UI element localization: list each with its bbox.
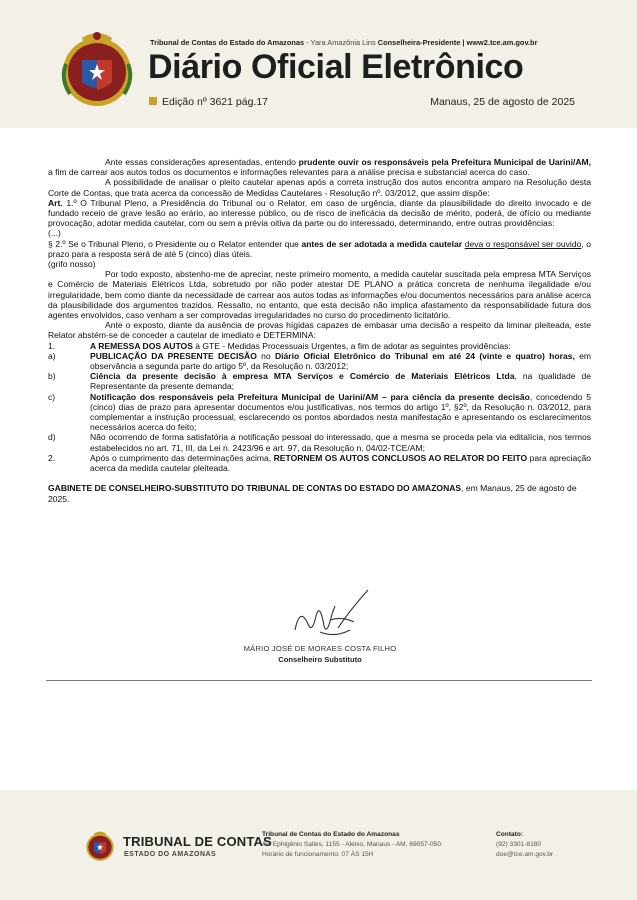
text: , na qualidade de Representante da presente demanda; — [90, 371, 591, 392]
closing-paragraph — [48, 483, 591, 503]
signature-block — [225, 586, 415, 666]
text-bold: Ciência da presente decisão à empresa MTA Serviços e Comércio de Materiais Elétricos Ltda — [90, 371, 515, 382]
text-bold: RETORNEM OS AUTOS CONCLUSOS AO RELATOR DO FEITO — [273, 452, 528, 463]
document-body — [48, 157, 591, 504]
text-bold: Notificação dos responsáveis pela Prefeitura Municipal de Uarini/AM – para ciência da presente decisão — [90, 391, 530, 402]
office-hours: Horário de funcionamento: 07 ÀS 15H — [262, 851, 374, 858]
footer-brand-line2: ESTADO DO AMAZONAS — [124, 851, 217, 858]
text: à GTE - Medidas Processuais Urgentes, a fim de adotar as seguintes providências: — [192, 340, 511, 351]
tce-am-crest-icon — [52, 24, 142, 114]
text: em observância a segunda parte do artigo 5º, da Resolução n. 03/2012; — [90, 350, 591, 372]
handwritten-signature-icon — [280, 586, 380, 644]
list-text — [90, 371, 591, 391]
list-item — [48, 371, 591, 391]
footer-contact — [496, 830, 553, 860]
footer-address — [262, 830, 443, 860]
paragraph: Ante o exposto, diante da ausência de provas hígidas capazes de embasar uma decisão a respeito da liminar pleiteada, este Relator abstém-se de conceder a cautelar de imediato e DETERMINA: — [48, 320, 591, 341]
page-title: Diário Oficial Eletrônico — [148, 48, 524, 86]
edition-info — [149, 96, 268, 108]
header-institution-line — [150, 38, 537, 47]
list-label: 1. — [48, 340, 56, 351]
contact-email: doe@tce.am.gov.br — [496, 851, 554, 858]
list-item — [48, 432, 591, 452]
header-date: Manaus, 25 de agosto de 2025 — [430, 96, 575, 108]
list-item — [48, 453, 591, 473]
divider — [46, 680, 592, 681]
text: Ante essas considerações apresentadas, entendo — [105, 157, 299, 167]
text: 1.º O Tribunal Pleno, a Presidência do Tribunal ou o Relator, em caso de urgência, diante da plausibilidade do direito invocado e de fundado receio de grave lesão ao erário, ao interesse público, ou de risco de ineficácia da decisão de mérito, poderá, de ofício ou mediante provocação, adotar medida cautelar, com ou sem a prévia oitiva da parte ou do interessado, determinando, entre outras providências: — [48, 197, 591, 229]
text-bold: GABINETE DE CONSELHEIRO-SUBSTITUTO DO TRIBUNAL DE CONTAS DO ESTADO DO AMAZONAS — [48, 483, 462, 494]
text: a fim de carrear aos autos todos os documentos e informações relevantes para a análise precisa e substancial acerca do caso. — [48, 167, 530, 178]
list-label: d) — [48, 432, 56, 443]
text-bold: Diário Oficial Eletrônico do Tribunal em até 24 (vinte e quatro) horas, — [274, 350, 575, 361]
contact-phone: (92) 3301-8180 — [496, 841, 542, 848]
paragraph-section — [48, 239, 591, 259]
president-prefix: - Yara Amazônia Lins — [304, 38, 378, 47]
text-bold: antes de ser adotada a medida cautelar — [301, 238, 463, 249]
ellipsis: (...) — [48, 228, 61, 239]
address-title: Tribunal de Contas do Estado do Amazonas — [262, 831, 400, 838]
website-text: | www2.tce.am.gov.br — [460, 38, 538, 47]
address-line: Av. Ephigênio Salles, 1155 - Aleixo, Manaus - AM, 69057-050. — [262, 841, 443, 848]
list-text — [90, 341, 591, 351]
text: , o prazo para a resposta será de até 5 (cinco) dias úteis. — [48, 238, 592, 259]
list-label: 2. — [48, 452, 56, 463]
institution-name: Tribunal de Contas do Estado do Amazonas — [150, 38, 305, 47]
list-text — [90, 453, 591, 473]
tce-am-crest-icon — [82, 828, 118, 864]
text-bold: A REMESSA DOS AUTOS — [90, 340, 193, 351]
page-footer — [0, 790, 637, 900]
paragraph: Por todo exposto, abstenho-me de apreciar, neste primeiro momento, a medida cautelar suscitada pela empresa MTA Serviços e Comércio de Materiais Elétricos Ltda, sobretudo por não poder atestar DE PLANO a prática concreta de nenhuma ilegalidade e/ou irregularidade, bem como diante da necessidade de carrear aos autos todas as informações e/ou documentos necessários para análise acerca da plausibilidade dos argumentos trazidos. Ressalto, no entanto, que esta decisão não implica afastamento da responsabilidade futura dos agentes envolvidos, caso venham a ser comprovadas irregularidades no curso do procedimento licitatório. — [48, 269, 591, 321]
text: , em Manaus, 25 de agosto de 2025. — [48, 483, 577, 504]
president-role: Conselheira-Presidente — [377, 38, 461, 47]
text: para apreciação acerca da medida cautelar pleiteada. — [90, 452, 592, 474]
article-label: Art. — [48, 197, 63, 208]
list-text — [90, 392, 591, 433]
grifo-note: (grifo nosso) — [48, 259, 96, 270]
signer-role: Conselheiro Substituto — [278, 655, 362, 664]
list-label: b) — [48, 371, 56, 382]
edition-text: Edição nº 3621 pág.17 — [162, 96, 269, 108]
signer-name: MÁRIO JOSÉ DE MORAES COSTA FILHO — [243, 644, 397, 653]
text-bold: PUBLICAÇÃO DA PRESENTE DECISÃO — [90, 350, 257, 361]
edition-square-icon — [149, 97, 157, 105]
paragraph — [48, 157, 591, 177]
text: § 2.º Se o Tribunal Pleno, o Presidente ou o Relator entender que — [48, 238, 302, 249]
text-underline: deva o responsável ser ouvido — [464, 238, 582, 249]
text-bold: prudente ouvir os responsáveis pela Prefeitura Municipal de Uarini/AM, — [298, 157, 591, 167]
list-item — [48, 351, 591, 371]
list-label: c) — [48, 391, 56, 402]
list-item — [48, 392, 591, 433]
list-text — [90, 351, 591, 371]
text: Após o cumprimento das determinações acima, — [90, 452, 274, 463]
paragraph: A possibilidade de analisar o pleito cautelar apenas após a correta instrução dos autos encontra amparo na Resolução desta Corte de Contas, que trata acerca da concessão de Medidas Cautelares - Resolução nº. 03/2012, que assim dispõe: — [48, 177, 591, 198]
paragraph-article — [48, 198, 591, 229]
spacer — [48, 473, 591, 483]
contact-title: Contato: — [496, 831, 524, 838]
text: no — [256, 350, 275, 361]
list-label: a) — [48, 350, 56, 361]
footer-brand-line1: TRIBUNAL DE CONTAS — [123, 834, 273, 849]
list-item — [48, 341, 591, 351]
text: , concedendo 5 (cinco) dias de prazo para apresentar documentos e/ou justificativas, nos termos do artigo 1º, §2º, da Resolução n. 03/2012, para complementar a instrução processual, esclarecendo os pontos abordados nesta manifestação e apresentando os esclarecimentos necessários acerca do feito; — [90, 391, 591, 433]
page-header — [0, 0, 637, 128]
list-text: Não ocorrendo de forma satisfatória a notificação pessoal do interessado, que a mesma se proceda pela via editalícia, nos termos estabelecidos no art. 71, III, da Lei n. 2423/96 e art. 97, da Resolução n. 04/02-TCE/AM; — [90, 432, 591, 453]
